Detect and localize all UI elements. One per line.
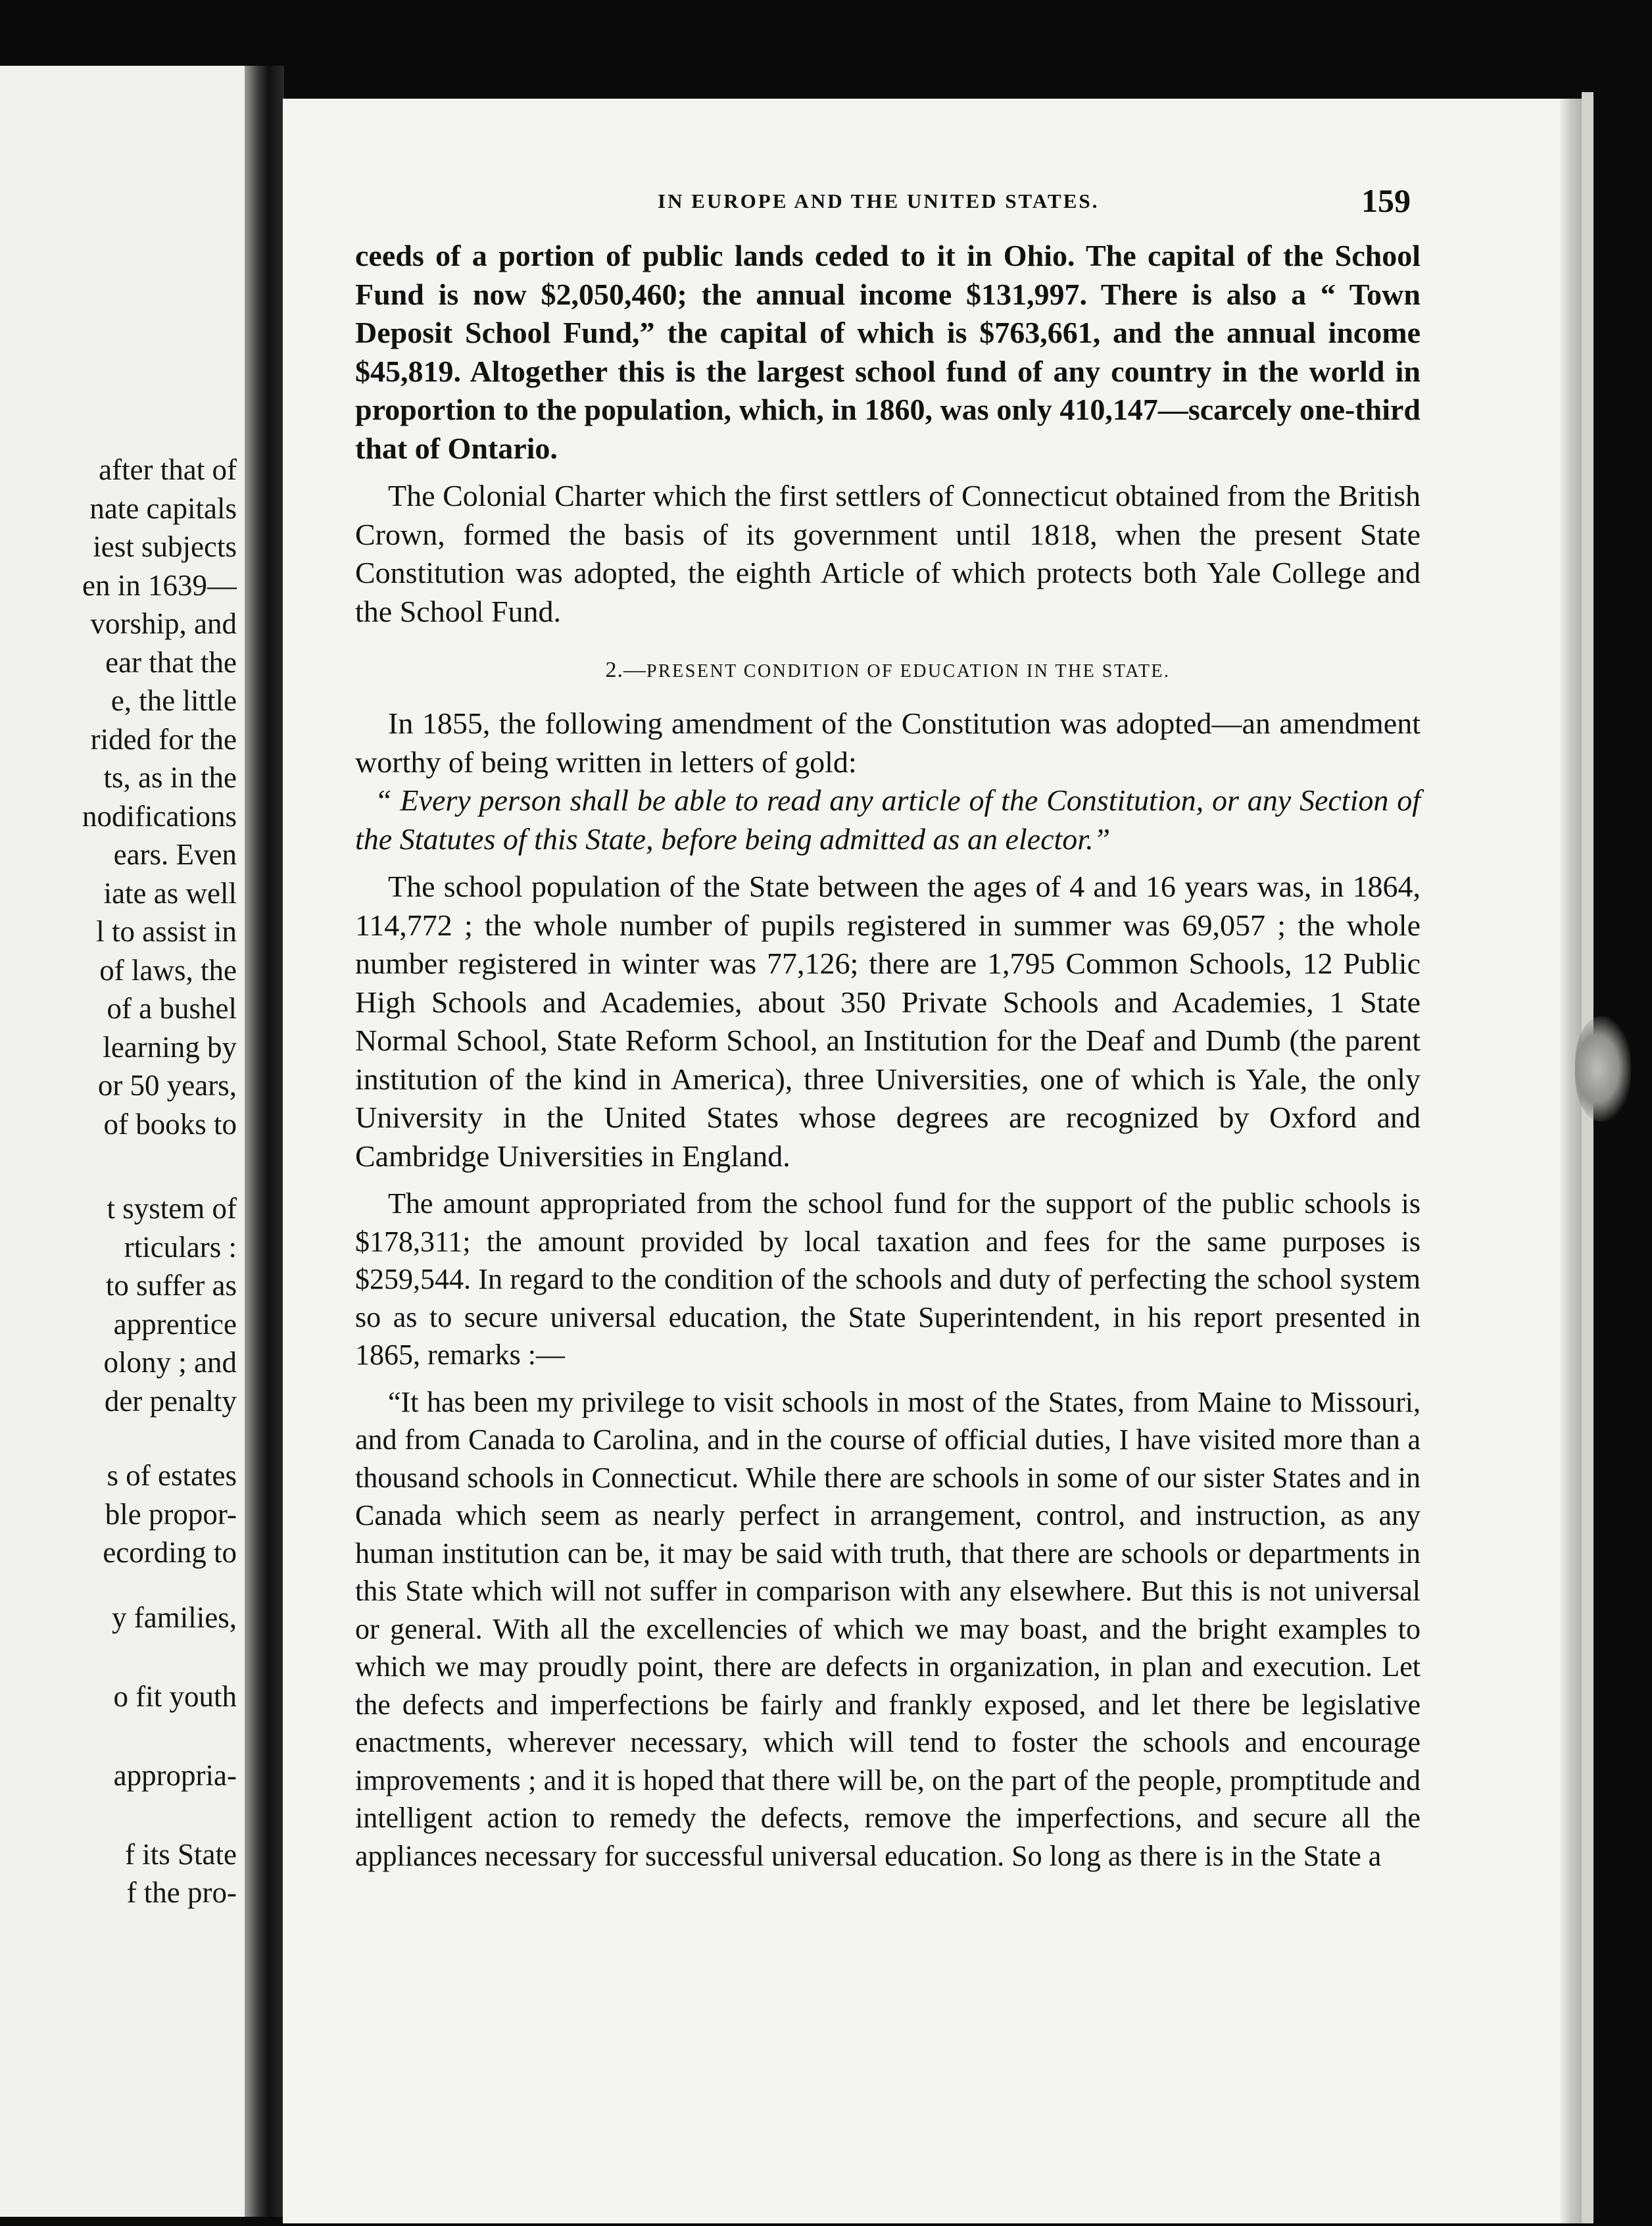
previous-page-line: after that of	[99, 453, 237, 486]
previous-page-line: of laws, the	[99, 953, 237, 987]
section-heading-number: 2.—	[605, 658, 646, 682]
previous-page-line: vorship, and	[90, 607, 237, 640]
paragraph-amendment: In 1855, the following amendment of the Constitution was adopted—an amendment worthy of being written in letters of gold:	[355, 706, 1421, 779]
previous-page-line: learning by	[103, 1030, 237, 1064]
paragraph-colonial-charter: The Colonial Charter which the first settlers of Connecticut obtained from the British Crown, formed the basis of its government until 1818, when the present State Constitution was adopted, the eighth Article of which protects both Yale College and the School Fund.	[355, 479, 1421, 628]
previous-page-line: ts, as in the	[103, 761, 237, 794]
book-gutter	[245, 66, 284, 2217]
previous-page-line: appropria-	[113, 1758, 237, 1792]
previous-page-line: y families,	[112, 1600, 237, 1634]
previous-page-line: rided for the	[90, 722, 237, 756]
previous-page-fragment	[0, 66, 250, 2217]
previous-page-line: iest subjects	[93, 530, 237, 563]
constitution-quote: “ Every person shall be able to read any article of the Constitution, or any Section of the Statutes of this State, before being admitted as an elector.”	[355, 783, 1421, 856]
previous-page-line: f the pro-	[126, 1876, 237, 1909]
previous-page-line: of books to	[103, 1107, 237, 1141]
section-heading	[355, 651, 1421, 691]
previous-page-line: ecording to	[103, 1536, 237, 1569]
previous-page-line: to suffer as	[105, 1269, 237, 1302]
previous-page-line: en in 1639—	[82, 568, 237, 602]
page-stain	[1575, 1016, 1631, 1122]
section-heading-text: PRESENT CONDITION OF EDUCATION IN THE STATE.	[646, 661, 1171, 681]
previous-page-line: f its State	[125, 1837, 237, 1871]
previous-page-line: e, the little	[110, 684, 237, 717]
previous-page-line: ble propor-	[105, 1497, 237, 1531]
previous-page-line: or 50 years,	[97, 1069, 237, 1102]
previous-page-line: l to assist in	[96, 915, 237, 948]
previous-page-line: der penalty	[104, 1384, 237, 1418]
paragraph-school-fund: ceeds of a portion of public lands ceded to it in Ohio. The capital of the School Fund is now $2,050,460; the annual income $131,997. There is also a “ Town Deposit School Fund,” the capital of which is $763,661, and the annual income $45,819. Altogether this is the largest school fund of any country in the world in proportion to the population, which, in 1860, was only 410,147—scarcely one-third that of Ontario.	[355, 239, 1421, 465]
previous-page-line: ear that the	[105, 645, 237, 679]
page-edge	[1582, 92, 1593, 2223]
paragraph-appropriation: The amount appropriated from the school fund for the support of the public schools is $178,311; the amount provided by local taxation and fees for the same purposes is $259,544. In regard to the condition of the schools and duty of perfecting the school system so as to secure universal education, the State Superintendent, in his report presented in 1865, remarks :—	[355, 1187, 1421, 1371]
previous-page-line: nodifications	[82, 799, 237, 833]
previous-page-line: apprentice	[113, 1307, 237, 1341]
previous-page-line: s of estates	[107, 1459, 237, 1492]
previous-page-line: o fit youth	[113, 1679, 237, 1713]
page-number: 159	[1361, 182, 1411, 219]
previous-page-line: nate capitals	[89, 491, 237, 525]
paragraph-superintendent-report: “It has been my privilege to visit schools in most of the States, from Maine to Missouri, and from Canada to Carolina, and in the course of official duties, I have visited more than a thousand schools in Connecticut. While there are schools in some of our sister States and in Canada which seem as nearly perfect in arrangement, control, and instruction, as any human institution can be, it may be said with truth, that there are schools or departments in this State which will not suffer in comparison with any elsewhere. But this is not universal or general. With all the excellencies of which we may boast, and the bright examples to which we may proudly point, there are defects in organization, in plan and execution. Let the defects and imperfections be fairly and frankly exposed, and let there be legislative enactments, wherever necessary, which will tend to foster the schools and encourage improvements ; and it is hoped that there will be, on the part of the people, promptitude and intelligent action to remedy the defects, remove the imperfections, and secure all the appliances necessary for successful universal education. So long as there is in the State a	[355, 1385, 1421, 1872]
previous-page-line: rticulars :	[124, 1230, 237, 1264]
previous-page-line: ears. Even	[113, 838, 237, 871]
page-body	[355, 237, 1421, 1875]
previous-page-line: iate as well	[103, 876, 237, 910]
previous-page-line: of a bushel	[107, 992, 237, 1025]
previous-page-line: t system of	[107, 1192, 237, 1225]
running-head: IN EUROPE AND THE UNITED STATES.	[658, 189, 1100, 212]
paragraph-school-population: The school population of the State between the ages of 4 and 16 years was, in 1864, 114,772 ; the whole number of pupils registered in summer was 69,057 ; the whole number registered in winter was 77,126; there are 1,795 Common Schools, 12 Public High Schools and Academies, about 350 Private Schools and Academies, 1 State Normal School, State Reform School, an Institution for the Deaf and Dumb (the parent institution of the kind in America), three Universities, one of which is Yale, the only University in the United States whose degrees are recognized by Oxford and Cambridge Universities in England.	[355, 870, 1421, 1173]
previous-page-line: olony ; and	[103, 1346, 237, 1379]
